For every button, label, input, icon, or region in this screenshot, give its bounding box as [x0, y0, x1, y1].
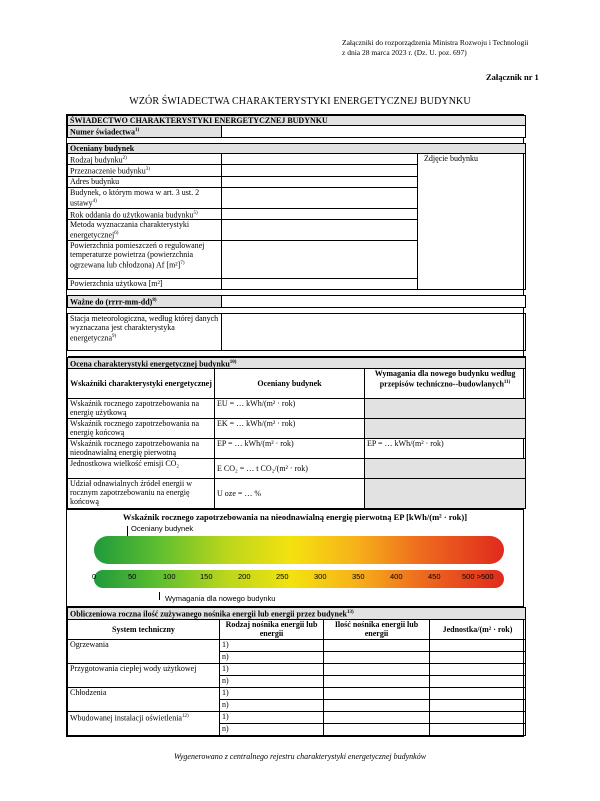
certificate-heading: ŚWIADECTWO CHARAKTERYSTYKI ENERGETYCZNEJ BUDYNKU	[68, 116, 526, 126]
evaluation-row-value: E CO₂ = … t CO₂/(m² · rok)	[215, 459, 365, 479]
ep-tick: 0	[92, 572, 97, 582]
carriers-col-system: System techniczny	[68, 619, 220, 639]
valid-until-label: Ważne do (rrrr-mm-dd)$^{8)}$	[68, 295, 222, 307]
energy-carriers-table	[66, 606, 524, 737]
carriers-amount[interactable]	[324, 699, 430, 711]
building-row-label: Rok oddania do użytkowania budynku$^{5)}$	[68, 208, 222, 220]
annex-label: Załącznik nr 1	[486, 72, 539, 82]
carriers-sub-n: n)	[220, 651, 324, 663]
document-title: WZÓR ŚWIADECTWA CHARAKTERYSTYKI ENERGETYCZNEJ BUDYNKU	[129, 96, 471, 107]
evaluation-row-label: Udział odnawialnych źródeł energii w rocznym zapotrzebowaniu na energię końcową	[68, 479, 215, 509]
new-building-arrow-icon	[159, 592, 160, 600]
ep-tick: 100	[163, 572, 176, 582]
ep-color-bar	[94, 536, 504, 564]
new-building-label: Wymagania dla nowego budynku	[165, 594, 276, 604]
building-heading: Oceniany budynek	[68, 143, 526, 153]
building-row-value[interactable]	[222, 278, 418, 289]
carriers-system-name: Przygotowania ciepłej wody użytkowej	[68, 663, 220, 687]
ep-tick: 300	[314, 572, 327, 582]
carriers-amount[interactable]	[324, 675, 430, 687]
building-row-value[interactable]	[222, 165, 418, 177]
building-row-value[interactable]	[222, 176, 418, 187]
ep-scale	[67, 509, 523, 609]
assessed-building-arrow-icon	[127, 526, 128, 536]
evaluation-row-requirement	[365, 419, 526, 439]
weather-station-value[interactable]	[222, 313, 526, 350]
evaluation-row-label: Wskaźnik rocznego zapotrzebowania na energię końcową	[68, 419, 215, 439]
evaluation-heading: Ocena charakterystyki energetycznej budynku$^{10)}$	[68, 357, 526, 369]
ep-tick: 50	[128, 572, 137, 582]
building-row-value[interactable]	[222, 240, 418, 278]
weather-station-label: Stacja meteorologiczna, według której danych wyznaczana jest charakterystyka energetyczna$^{9)}$	[68, 313, 222, 350]
assessed-building-label: Oceniany budynek	[131, 524, 194, 534]
carriers-sub-n: n)	[220, 675, 324, 687]
evaluation-row-requirement	[365, 479, 526, 509]
evaluation-row-label: Jednostkowa wielkość emisji CO₂	[68, 459, 215, 479]
building-row-value[interactable]	[222, 208, 418, 220]
carriers-sub-1: 1)	[220, 687, 324, 699]
certificate-form	[66, 114, 524, 610]
building-row-label: Powierzchnia użytkowa [m²]	[68, 278, 222, 289]
ep-tick: 450	[428, 572, 441, 582]
ep-scale-title: Wskaźnik rocznego zapotrzebowania na nieodnawialną energię pierwotną EP [kWh/(m² · rok)]	[122, 512, 468, 523]
carriers-heading: Obliczeniowa roczna ilość zużywanego nośnika energii lub energii przez budynek$^{13)}$	[68, 608, 526, 620]
carriers-sub-n: n)	[220, 723, 324, 735]
carriers-unit[interactable]	[430, 639, 526, 651]
carriers-sub-1: 1)	[220, 663, 324, 675]
regulation-line-2: z dnia 28 marca 2023 r. (Dz. U. poz. 697)	[342, 48, 467, 57]
ep-tick: 200	[238, 572, 251, 582]
carriers-amount[interactable]	[324, 723, 430, 735]
carriers-unit[interactable]	[430, 711, 526, 723]
carriers-unit[interactable]	[430, 675, 526, 687]
evaluation-row-label: Wskaźnik rocznego zapotrzebowania na energię użytkową	[68, 399, 215, 419]
evaluation-row-value: EP = … kWh/(m² · rok)	[215, 439, 365, 459]
carriers-unit[interactable]	[430, 723, 526, 735]
footer-note: Wygenerowano z centralnego rejestru charakterystyki energetycznej budynków	[173, 752, 427, 761]
ep-tick: 250	[276, 572, 289, 582]
carriers-unit[interactable]	[430, 651, 526, 663]
ep-tick-bar	[94, 570, 504, 588]
building-row-label: Powierzchnia pomieszczeń o regulowanej temperaturze powietrza (powierzchnia ogrzewana lub chłodzona) Af $[m^2]^{7)}$	[68, 240, 222, 278]
carriers-sub-1: 1)	[220, 639, 324, 651]
ep-tick: 400	[390, 572, 403, 582]
building-row-label: Metoda wyznaczania charakterystyki energetycznej$^{6)}$	[68, 220, 222, 241]
evaluation-row-requirement: EP = … kWh/(m² · rok)	[365, 439, 526, 459]
carriers-unit[interactable]	[430, 663, 526, 675]
regulation-note	[342, 38, 528, 58]
ep-tick: 500 >500	[462, 572, 494, 582]
building-row-value[interactable]	[222, 220, 418, 241]
evaluation-row-value: EK = … kWh/(m² · rok)	[215, 419, 365, 439]
building-row-label: Przeznaczenie budynku$^{3)}$	[68, 165, 222, 177]
evaluation-row-value: U oze = … %	[215, 479, 365, 509]
building-row-label: Adres budynku	[68, 176, 222, 187]
building-row-label: Budynek, o którym mowa w art. 3 ust. 2 ustawy$^{4)}$	[68, 187, 222, 208]
carriers-system-name: Ogrzewania	[68, 639, 220, 663]
evaluation-row-requirement	[365, 399, 526, 419]
building-row-value[interactable]	[222, 187, 418, 208]
valid-until-value[interactable]	[222, 295, 526, 307]
carriers-unit[interactable]	[430, 687, 526, 699]
ep-tick: 350	[352, 572, 365, 582]
building-row-label: Rodzaj budynku$^{2)}$	[68, 153, 222, 165]
building-photo-cell	[418, 153, 526, 289]
ep-tick: 150	[200, 572, 213, 582]
carriers-amount[interactable]	[324, 639, 430, 651]
regulation-line-1: Załączniki do rozporządzenia Ministra Rozwoju i Technologii	[342, 38, 529, 47]
carriers-unit[interactable]	[430, 699, 526, 711]
carriers-amount[interactable]	[324, 711, 430, 723]
building-row-value[interactable]	[222, 153, 418, 165]
carriers-amount[interactable]	[324, 651, 430, 663]
carriers-system-name: Chłodzenia	[68, 687, 220, 711]
building-photo-label: Zdjęcie budynku	[424, 153, 478, 163]
evaluation-row-requirement	[365, 459, 526, 479]
carriers-col-amount: Ilość nośnika energii lub energii	[324, 619, 430, 639]
carriers-col-type: Rodzaj nośnika energii lub energii	[220, 619, 324, 639]
carriers-amount[interactable]	[324, 687, 430, 699]
evaluation-col-requirements: Wymagania dla nowego budynku według przepisów techniczno--budowlanych$^{11)}$	[365, 369, 526, 399]
evaluation-col-indicators: Wskaźniki charakterystyki energetycznej	[68, 369, 215, 399]
carriers-sub-n: n)	[220, 699, 324, 711]
certificate-number-label: Numer świadectwa$^{1)}$	[68, 126, 222, 138]
carriers-system-name: Wbudowanej instalacji oświetlenia$^{12)}$	[68, 711, 220, 735]
evaluation-row-value: EU = … kWh/(m² · rok)	[215, 399, 365, 419]
certificate-number-value[interactable]	[222, 126, 526, 138]
carriers-col-unit: Jednostka/(m² · rok)	[430, 619, 526, 639]
carriers-sub-1: 1)	[220, 711, 324, 723]
evaluation-col-building: Oceniany budynek	[215, 369, 365, 399]
evaluation-row-label: Wskaźnik rocznego zapotrzebowania na nieodnawialną energię pierwotną	[68, 439, 215, 459]
carriers-amount[interactable]	[324, 663, 430, 675]
